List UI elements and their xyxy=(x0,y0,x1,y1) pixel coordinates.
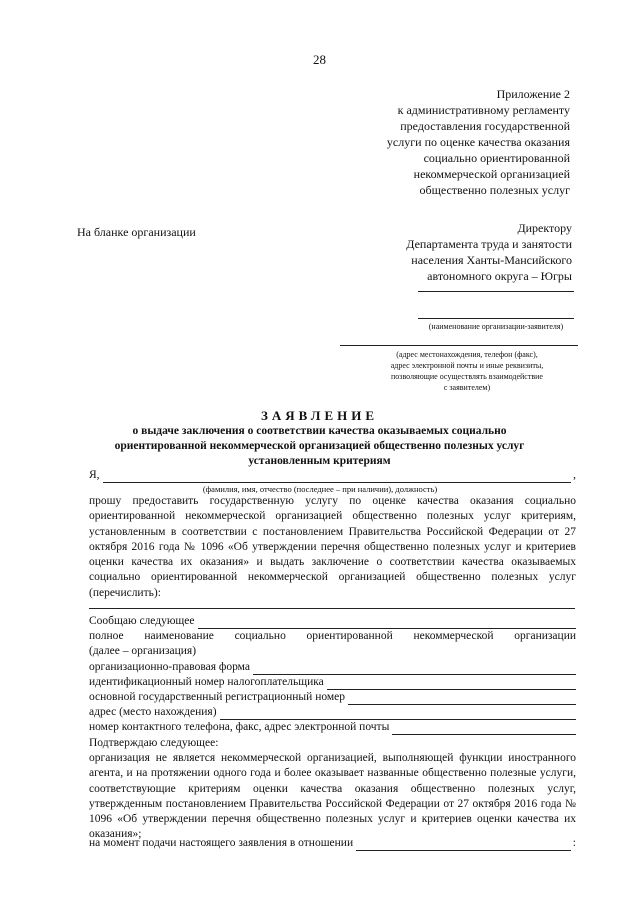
field-label: идентификационный номер налогоплательщика xyxy=(89,676,324,688)
field-label: организационно-правовая форма xyxy=(89,661,250,673)
subtitle-line: установленным критериям xyxy=(248,455,391,467)
org-name-caption: (наименование организации-заявителя) xyxy=(428,322,564,331)
addressee-line: Департамента труда и занятости xyxy=(406,237,572,251)
last-line xyxy=(89,836,576,851)
field-label: адрес (место нахождения) xyxy=(89,706,217,718)
page-number: 28 xyxy=(313,52,326,67)
appendix-line: социально ориентированной xyxy=(423,151,570,165)
confirm-label: Подтверждаю следующее: xyxy=(89,737,219,749)
field-label: основной государственный регистрационный номер xyxy=(89,691,346,703)
field-fill-line xyxy=(253,663,576,675)
applicant-suffix: , xyxy=(573,469,576,481)
services-line xyxy=(89,608,575,609)
appendix-line: к административному регламенту xyxy=(397,103,570,117)
request-paragraph: прошу предоставить государственную услугу по оценке качества оказания социально ориентированной некоммерческой организацией общественно полезных услуг критериям, установленным в соответствии с постановлением Правительства Российской Федерации от 27 октября 2016 года № 1096 «Об утверждении перечня общественно полезных услуг и критериев оценки качества их оказания» и выдать заключение о соответствии качества оказываемых социально ориентированной некоммерческой организацией общественно полезных услуг (перечислить): xyxy=(89,495,576,599)
appendix-line: услуги по оценке качества оказания xyxy=(386,135,570,149)
applicant-caption: (фамилия, имя, отчество (последнее – при наличии), должность) xyxy=(202,484,438,494)
address-caption xyxy=(352,349,582,393)
blank-line xyxy=(418,291,574,292)
address-line xyxy=(340,345,578,346)
field-fill-line xyxy=(348,693,576,705)
confirm-paragraph: организация не является некоммерческой организацией, выполняющей функции иностранного агента, и на протяжении одного года и более оказывает названные общественно полезные услуги, соответствующие критериям оценки качества оказания общественно полезных услуг, утвержденным постановлением Правительства Российской Федерации от 27 октября 2016 года № 1096 «Об утверждении перечня общественно полезных услуг и критериев оценки качества их оказания»; xyxy=(89,752,576,841)
fullname-line: полное наименование социально ориентированной некоммерческой организации xyxy=(89,630,576,642)
field-fill-line xyxy=(392,723,576,735)
inform-label: Сообщаю следующее xyxy=(89,615,195,627)
address-caption-line: (адрес местонахождения, телефон (факс), xyxy=(396,350,538,359)
addressee-line: автономного округа – Югры xyxy=(427,269,572,283)
last-line-suffix: : xyxy=(572,837,576,849)
blank-org-label: На бланке организации xyxy=(77,225,196,239)
field-fill-line xyxy=(220,708,576,720)
inform-fill-line xyxy=(198,617,577,629)
last-line-fill xyxy=(356,839,571,851)
address-caption-line: позволяющие осуществлять взаимодействие xyxy=(391,372,543,381)
applicant-prefix: Я, xyxy=(89,469,100,481)
document-subtitle xyxy=(0,424,639,469)
field-contacts xyxy=(89,720,576,735)
field-org-form xyxy=(89,660,576,675)
subtitle-line: ориентированной некоммерческой организацией общественно полезных услуг xyxy=(114,440,525,452)
appendix-header xyxy=(355,86,570,198)
field-fill-line xyxy=(327,678,576,690)
appendix-line: общественно полезных услуг xyxy=(419,183,570,197)
address-caption-line: адрес электронной почты и иные реквизиты, xyxy=(390,361,544,370)
addressee-block xyxy=(360,220,572,284)
appendix-line: предоставления государственной xyxy=(400,119,570,133)
subtitle-line: о выдаче заключения о соответствии качества оказываемых социально xyxy=(132,425,507,437)
inform-line xyxy=(89,614,576,629)
field-ogrn xyxy=(89,690,576,705)
last-line-label: на момент подачи настоящего заявления в отношении xyxy=(89,837,354,849)
appendix-line: некоммерческой организацией xyxy=(413,167,570,181)
field-inn xyxy=(89,675,576,690)
fullname-cont: (далее – организация) xyxy=(89,645,197,657)
addressee-line: Директору xyxy=(517,221,572,235)
addressee-line: населения Ханты-Мансийского xyxy=(411,253,572,267)
field-address xyxy=(89,705,576,720)
appendix-line: Приложение 2 xyxy=(496,87,570,101)
document-title: ЗАЯВЛЕНИЕ xyxy=(260,408,379,423)
address-caption-line: с заявителем) xyxy=(443,383,491,392)
org-name-line xyxy=(418,318,574,319)
applicant-fill-line xyxy=(103,471,572,483)
field-label: номер контактного телефона, факс, адрес электронной почты xyxy=(89,721,390,733)
applicant-line xyxy=(89,468,576,483)
